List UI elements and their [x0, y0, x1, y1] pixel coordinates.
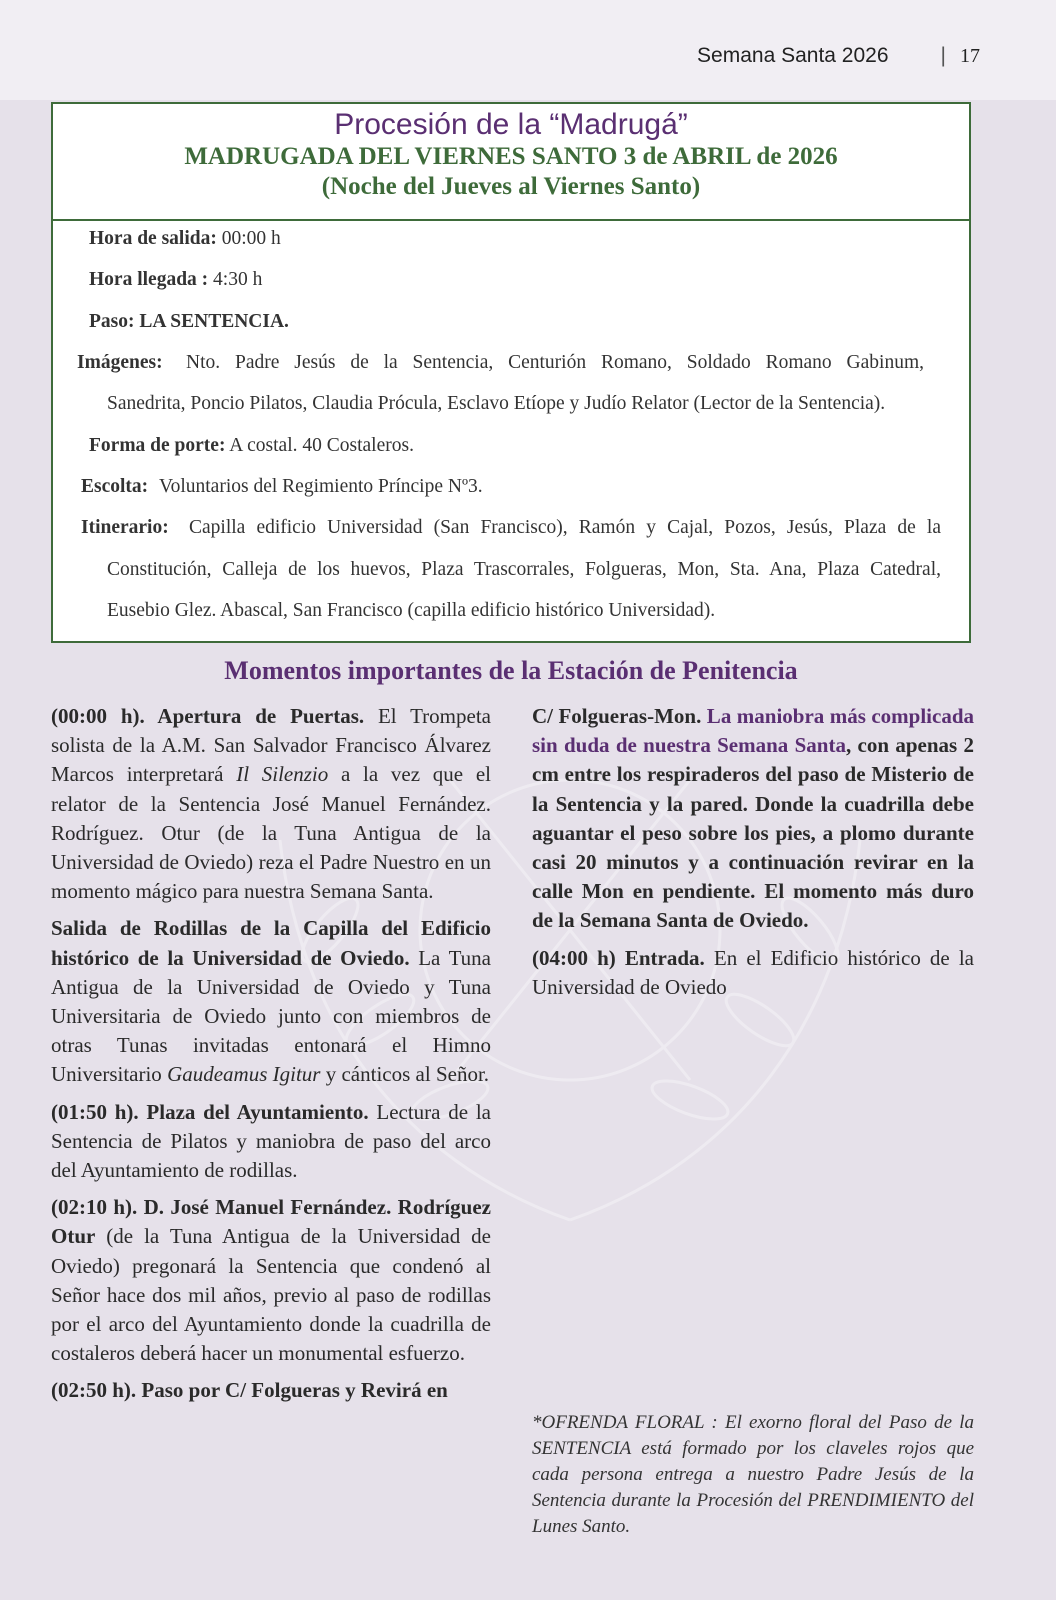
publication-title: Semana Santa 2026 [697, 44, 889, 67]
moment-pregon-heading: (02:10 h). D. José Manuel Fernández. Rodríguez Otur [51, 1195, 491, 1249]
moment-folgueras-heading: (02:50 h). Paso por C/ Folgueras y Revirá en [51, 1378, 448, 1403]
procession-title: Procesión de la “Madrugá” [334, 108, 688, 141]
detail-porte [89, 435, 414, 457]
moment-ayuntamiento-heading: (01:50 h). Plaza del Ayuntamiento. [51, 1099, 369, 1124]
ofrenda-floral-note: *OFRENDA FLORAL : El exorno floral del Paso de la SENTENCIA está formado por los claveles rojos que cada persona entrega a nuestro Padre Jesús de la Sentencia durante la Procesión del PRENDIMIENTO del Lunes Santo. [532, 1412, 974, 1537]
running-head [600, 44, 980, 68]
itinerario-line-1: Capilla edificio Universidad (San Francisco), Ramón y Cajal, Pozos, Jesús, Plaza de la [189, 517, 941, 538]
detail-salida [89, 228, 281, 250]
paso-value: LA SENTENCIA. [139, 311, 289, 332]
moment-folgueras [51, 1376, 491, 1405]
detail-llegada [89, 269, 262, 291]
paso-label: Paso: [89, 311, 135, 332]
itinerario-label: Itinerario: [81, 517, 169, 538]
imagenes-label: Imágenes: [77, 352, 163, 373]
procession-date: MADRUGADA DEL VIERNES SANTO 3 de ABRIL de 2026 [184, 143, 838, 170]
right-column [532, 702, 974, 1010]
porte-value: A costal. 40 Costaleros. [229, 435, 414, 456]
moment-apertura: (00:00 h). Apertura de Puertas. El Trompeta solista de la A.M. San Salvador Francisco Álvarez Marcos interpretará Il Silenzio a la vez que el relator de la Sentencia José Manuel Fernández. Rodríguez. Otur (de la Tuna Antigua de la Universidad de Oviedo) reza el Padre Nuestro en un momento mágico para nuestra Semana Santa. [51, 704, 492, 904]
imagenes-line-2: Sanedrita, Poncio Pilatos, Claudia Prócula, Esclavo Etíope y Judío Relator (Lector de la Sentencia). [107, 393, 886, 414]
itinerario-label-row [81, 517, 169, 539]
moment-pregon: (02:10 h). D. José Manuel Fernández. Rodríguez Otur (de la Tuna Antigua de la Universidad de Oviedo) pregonará la Sentencia que condenó al Señor hace dos mil años, previo al paso de rodillas por el arco del Ayuntamiento donde la cuadrilla de costaleros deberá hacer un monumental esfuerzo. [51, 1195, 491, 1366]
moment-salida: Salida de Rodillas de la Capilla del Edificio histórico de la Universidad de Oviedo. La Tuna Antigua de la Universidad de Oviedo y Tuna Universitaria de Oviedo junto con miembros de otras Tunas invitadas entonará el Himno Universitario Gaudeamus Igitur y cánticos al Señor. [51, 916, 491, 1087]
moment-entrada: (04:00 h) Entrada. En el Edificio histórico de la Universidad de Oviedo [532, 945, 974, 999]
moment-salida-heading: Salida de Rodillas de la Capilla del Edificio histórico de la Universidad de Oviedo. [51, 916, 491, 970]
page-number: 17 [960, 44, 980, 67]
detail-escolta [81, 476, 483, 498]
itinerario-line-3: Eusebio Glez. Abascal, San Francisco (capilla edificio histórico Universidad). [107, 600, 716, 621]
highlight-maniobra: La maniobra más complicada sin duda de nuestra Semana Santa [532, 704, 975, 758]
header-separator: | [940, 44, 946, 67]
escolta-label: Escolta: [81, 476, 149, 497]
imagenes-line-1: Nto. Padre Jesús de la Sentencia, Centurión Romano, Soldado Romano Gabinum, [186, 352, 924, 373]
section-title: Momentos importantes de la Estación de Penitencia [224, 656, 798, 685]
moment-entrada-heading: (04:00 h) Entrada. [532, 945, 705, 970]
salida-value: 00:00 h [221, 228, 281, 249]
left-column [51, 702, 491, 1414]
moment-apertura-heading: (00:00 h). Apertura de Puertas. [51, 704, 365, 728]
escolta-value: Voluntarios del Regimiento Príncipe Nº3. [159, 476, 483, 497]
moment-ayuntamiento: (01:50 h). Plaza del Ayuntamiento. Lectura de la Sentencia de Pilatos y maniobra de paso del arco del Ayuntamiento de rodillas. [51, 1099, 491, 1183]
procession-info-box [51, 102, 971, 643]
llegada-value: 4:30 h [213, 269, 263, 290]
salida-label: Hora de salida: [89, 228, 217, 249]
llegada-label: Hora llegada : [89, 269, 209, 290]
porte-label: Forma de porte: [89, 435, 226, 456]
procession-header [53, 104, 969, 221]
itinerario-line-2: Constitución, Calleja de los huevos, Plaza Trascorrales, Folgueras, Mon, Sta. Ana, Plaza Catedral, [107, 559, 941, 580]
detail-paso [89, 311, 289, 333]
procession-night: (Noche del Jueves al Viernes Santo) [321, 173, 701, 200]
imagenes-label-row [77, 352, 163, 374]
moment-revira: C/ Folgueras-Mon. La maniobra más complicada sin duda de nuestra Semana Santa, con apenas 2 cm entre los respiraderos del paso de Misterio de la Sentencia y la pared. Donde la cuadrilla debe aguantar el peso sobre los pies, a plomo durante casi 20 minutos y a continuación revirar en la calle Mon en pendiente. El momento más duro de la Semana Santa de Oviedo. [532, 704, 975, 933]
